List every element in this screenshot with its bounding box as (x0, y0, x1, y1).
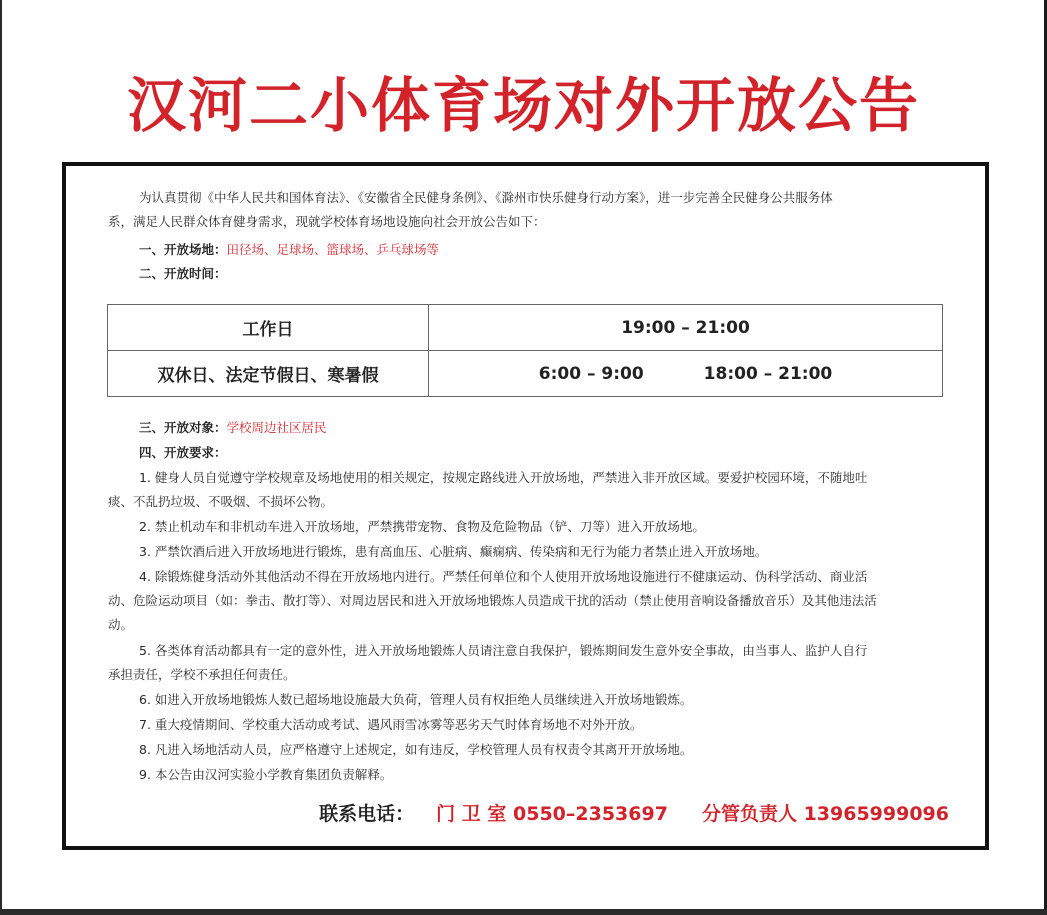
rule-1-line-1: 1. 健身人员自觉遵守学校规章及场地使用的相关规定，按规定路线进入开放场地，严禁进入非开放区域。要爱护校园环境，不随地吐 (139, 470, 868, 485)
section-venues (139, 238, 439, 262)
section-requirements-label: 四、开放要求： (139, 445, 227, 460)
schedule-time-weekday: 19:00 – 21:00 (429, 305, 943, 351)
rule-1-line-2: 痰、不乱扔垃圾、不吸烟、不损坏公物。 (108, 494, 334, 509)
contact-gate-phone: 门 卫 室 0550–2353697 (436, 803, 668, 825)
rule-5-line-1: 5. 各类体育活动都具有一定的意外性，进入开放场地锻炼人员请注意自我保护，锻炼期间发生意外安全事故，由当事人、监护人自行 (139, 643, 868, 658)
schedule-row-holiday (108, 351, 943, 397)
rule-4-line-3: 动。 (108, 617, 134, 632)
section-venues-value: 田径场、足球场、篮球场、乒乓球场等 (226, 242, 440, 257)
schedule-day-weekday: 工作日 (108, 305, 429, 351)
notice-frame (62, 162, 989, 850)
rule-2: 2. 禁止机动车和非机动车进入开放场地，严禁携带宠物、食物及危险物品（铲、刀等）进入开放场地。 (139, 519, 705, 534)
intro-line-2: 系，满足人民群众体育健身需求，现就学校体育场地设施向社会开放公告如下： (108, 214, 546, 229)
schedule-time-holiday (429, 351, 943, 397)
section-hours-label: 二、开放时间： (139, 266, 227, 281)
rule-7: 7. 重大疫情期间、学校重大活动或考试、遇风雨雪冰雾等恶劣天气时体育场地不对外开放。 (139, 717, 643, 732)
contact-manager-phone: 分管负责人 13965999096 (701, 803, 949, 825)
image-bottom-edge (0, 909, 1047, 915)
rule-4-line-1: 4. 除锻炼健身活动外其他活动不得在开放场地内进行。严禁任何单位和个人使用开放场地设施进行不健康运动、伪科学活动、商业活 (139, 569, 868, 584)
section-venues-label: 一、开放场地： (139, 242, 227, 257)
notice-title: 汉河二小体育场对外开放公告 (126, 71, 920, 140)
schedule-table (107, 304, 943, 397)
contact-label: 联系电话： (319, 803, 415, 825)
section-audience-label: 三、开放对象： (139, 420, 227, 435)
rule-5-line-2: 承担责任，学校不承担任何责任。 (108, 667, 296, 682)
rule-6: 6. 如进入开放场地锻炼人数已超场地设施最大负荷，管理人员有权拒绝人员继续进入开放场地锻炼。 (139, 692, 693, 707)
schedule-time-evening: 18:00 – 21:00 (703, 363, 833, 384)
schedule-row-weekday (108, 305, 943, 351)
rule-3: 3. 严禁饮酒后进入开放场地进行锻炼，患有高血压、心脏病、癫痫病、传染病和无行为能力者禁止进入开放场地。 (139, 544, 768, 559)
schedule-time-morning: 6:00 – 9:00 (538, 363, 644, 384)
rule-8: 8. 凡进入场地活动人员，应严格遵守上述规定，如有违反，学校管理人员有权责令其离开开放场地。 (139, 742, 693, 757)
contact-line (319, 799, 949, 826)
rule-9: 9. 本公告由汉河实验小学教育集团负责解释。 (139, 767, 393, 782)
rule-4-line-2: 动、危险运动项目（如：拳击、散打等）、对周边居民和进入开放场地锻炼人员造成干扰的活动（禁止使用音响设备播放音乐）及其他违法活 (108, 593, 877, 608)
schedule-day-holiday: 双休日、法定节假日、寒暑假 (108, 351, 429, 397)
section-audience-value: 学校周边社区居民 (226, 420, 327, 435)
intro-line-1: 为认真贯彻《中华人民共和国体育法》、《安徽省全民健身条例》、《滁州市快乐健身行动方案》，进一步完善全民健身公共服务体 (139, 190, 833, 205)
section-audience (139, 416, 327, 440)
